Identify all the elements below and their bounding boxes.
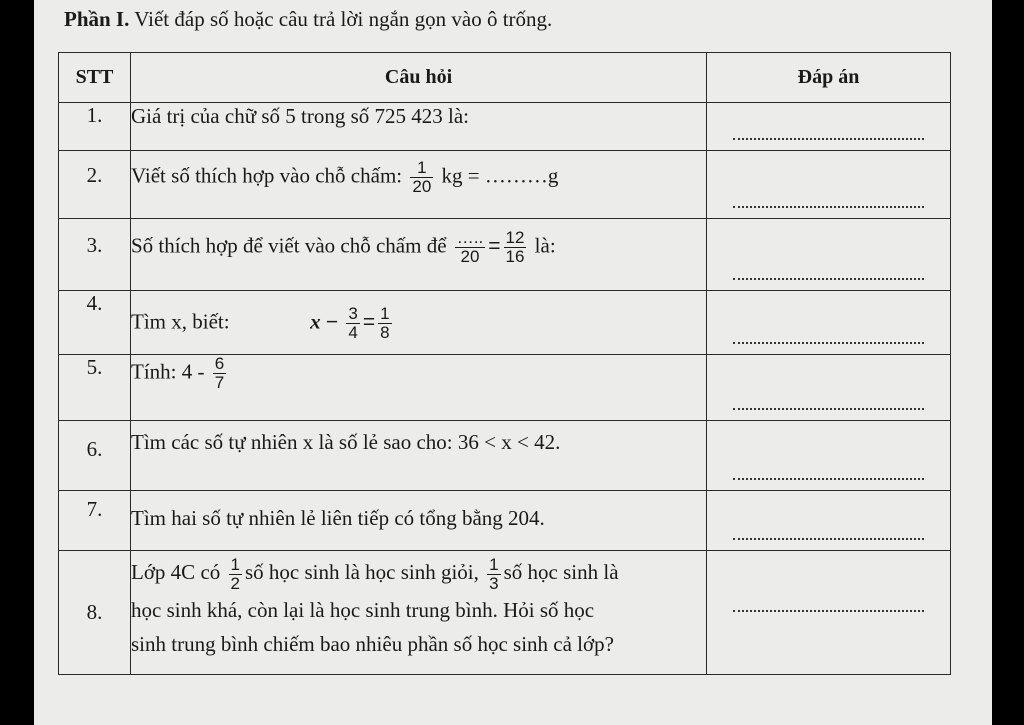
table-row	[59, 551, 951, 675]
question-text-part: Lớp 4C có	[131, 560, 221, 584]
section-heading	[64, 6, 552, 32]
section-instruction: Viết đáp số hoặc câu trả lời ngắn gọn vào ô trống.	[129, 7, 553, 31]
question-text-part: Viết số thích hợp vào chỗ chấm:	[131, 163, 403, 188]
question-text-part: là:	[534, 233, 556, 258]
minus-sign: −	[325, 310, 339, 334]
answer-dotted-line	[733, 138, 924, 140]
section-label: Phần I.	[64, 7, 130, 31]
question-line	[131, 555, 706, 593]
equals-sign: =	[362, 310, 376, 334]
question-text: Tìm các số tự nhiên x là số lẻ sao cho: 36 < x < 42.	[131, 421, 707, 491]
fraction-denominator: 8	[380, 323, 390, 342]
answer-cell[interactable]	[707, 491, 951, 551]
answer-dotted-line	[733, 538, 924, 540]
row-number: 7.	[59, 491, 131, 551]
question-line: sinh trung bình chiếm bao nhiêu phần số học sinh cả lớp?	[131, 631, 614, 656]
table-row	[59, 491, 951, 551]
answer-dotted-line	[733, 206, 924, 208]
fraction-denominator: 20	[412, 177, 432, 196]
question-text-part: số học sinh là học sinh giỏi,	[244, 560, 479, 584]
fraction-denominator: 3	[489, 573, 499, 593]
row-number: 6.	[59, 421, 131, 491]
fraction-numerator: 3	[348, 304, 358, 323]
fraction-denominator: 20	[460, 247, 480, 266]
question-text: Giá trị của chữ số 5 trong số 725 423 là:	[131, 103, 707, 151]
answer-cell[interactable]	[707, 219, 951, 291]
equals-sign: =	[488, 234, 501, 258]
fraction-numerator: …..	[456, 228, 484, 247]
table-header-row	[59, 53, 951, 103]
fraction-denominator: 16	[505, 247, 525, 266]
answer-cell[interactable]	[707, 355, 951, 421]
answer-dotted-line	[733, 278, 924, 280]
question-text-part: Tìm x, biết:	[131, 309, 230, 334]
worksheet-page	[34, 0, 992, 725]
answer-dotted-line	[733, 342, 924, 344]
header-question: Câu hỏi	[131, 53, 707, 103]
question-text	[131, 355, 707, 421]
question-text-part: số học sinh là	[503, 560, 619, 584]
answer-cell[interactable]	[707, 421, 951, 491]
row-number: 4.	[59, 291, 131, 355]
fraction-numerator: 12	[505, 228, 525, 247]
table-row	[59, 151, 951, 219]
question-text	[131, 151, 707, 219]
question-table	[58, 52, 951, 675]
fraction	[455, 229, 485, 266]
question-text	[131, 219, 707, 291]
fraction	[378, 305, 391, 342]
fraction-denominator: 4	[348, 323, 358, 342]
question-text	[131, 551, 707, 675]
answer-dotted-line	[733, 610, 924, 612]
question-text-part: kg = ………g	[441, 163, 559, 188]
fraction-denominator: 2	[230, 573, 240, 593]
table-row	[59, 355, 951, 421]
answer-cell[interactable]	[707, 291, 951, 355]
table-row	[59, 103, 951, 151]
row-number: 8.	[59, 551, 131, 675]
question-text: Tìm hai số tự nhiên lẻ liên tiếp có tổng bằng 204.	[131, 491, 707, 551]
answer-dotted-line	[733, 478, 924, 480]
table-row	[59, 219, 951, 291]
question-line: học sinh khá, còn lại là học sinh trung bình. Hỏi số học	[131, 597, 595, 622]
fraction-denominator: 7	[214, 373, 225, 392]
header-stt: STT	[59, 53, 131, 103]
answer-cell[interactable]	[707, 103, 951, 151]
question-text	[131, 291, 707, 355]
fraction	[504, 229, 527, 266]
fraction	[229, 556, 242, 593]
row-number: 2.	[59, 151, 131, 219]
fraction-numerator: 1	[489, 554, 499, 574]
question-text-part: Tính: 4 -	[131, 359, 205, 384]
variable-x: x	[310, 309, 321, 334]
row-number: 1.	[59, 103, 131, 151]
question-text-part: Số thích hợp để viết vào chỗ chấm để	[131, 233, 447, 258]
fraction	[487, 556, 500, 593]
fraction	[346, 305, 359, 342]
row-number: 3.	[59, 219, 131, 291]
header-answer: Đáp án	[707, 53, 951, 103]
fraction-numerator: 1	[410, 159, 433, 178]
fraction	[410, 159, 433, 196]
table-row	[59, 291, 951, 355]
fraction-numerator: 1	[230, 554, 240, 574]
row-number: 5.	[59, 355, 131, 421]
answer-cell[interactable]	[707, 551, 951, 675]
fraction	[213, 355, 226, 392]
answer-cell[interactable]	[707, 151, 951, 219]
answer-dotted-line	[733, 408, 924, 410]
fraction-numerator: 1	[380, 304, 390, 323]
fraction-numerator: 6	[214, 354, 225, 373]
table-row	[59, 421, 951, 491]
